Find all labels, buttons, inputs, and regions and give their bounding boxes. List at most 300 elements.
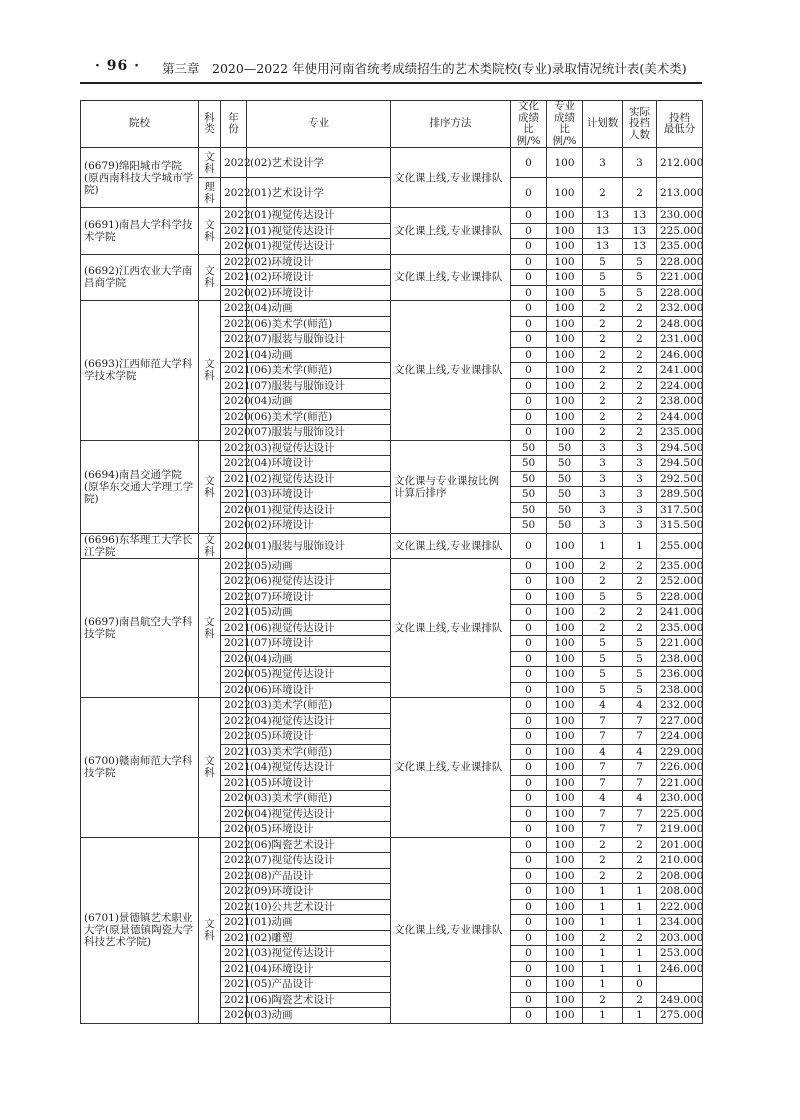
min-score-cell: 236.000: [657, 667, 703, 683]
plan-cell: 1: [583, 961, 623, 977]
year-cell: 2021: [221, 363, 247, 379]
col-header-cultural-ratio: 文化 成绩 比例/%: [511, 101, 547, 148]
cultural-ratio-cell: 0: [511, 946, 547, 962]
actual-cell: 5: [623, 589, 657, 605]
professional-ratio-cell: 50: [547, 471, 583, 487]
plan-cell: 7: [583, 729, 623, 745]
plan-cell: 5: [583, 636, 623, 652]
cultural-ratio-cell: 0: [511, 574, 547, 590]
year-cell: 2021: [221, 487, 247, 503]
year-cell: 2022: [221, 316, 247, 332]
min-score-cell: [657, 977, 703, 993]
cultural-ratio-cell: 0: [511, 558, 547, 574]
min-score-cell: 246.000: [657, 347, 703, 363]
professional-ratio-cell: 50: [547, 440, 583, 456]
year-cell: 2021: [221, 946, 247, 962]
cultural-ratio-cell: 50: [511, 518, 547, 534]
actual-cell: 13: [623, 239, 657, 255]
actual-cell: 3: [623, 502, 657, 518]
plan-cell: 4: [583, 744, 623, 760]
actual-cell: 2: [623, 425, 657, 441]
major-cell: (01)艺术设计学: [247, 178, 391, 208]
actual-cell: 2: [623, 409, 657, 425]
school-cell: (6679)绵阳城市学院(原西南科技大学城市学院): [81, 148, 199, 208]
actual-cell: 2: [623, 378, 657, 394]
table-row: [81, 698, 703, 714]
actual-cell: 1: [623, 946, 657, 962]
major-cell: (04)视觉传达设计: [247, 806, 391, 822]
actual-cell: 2: [623, 394, 657, 410]
year-cell: 2021: [221, 760, 247, 776]
major-cell: (04)动画: [247, 394, 391, 410]
professional-ratio-cell: 100: [547, 605, 583, 621]
min-score-cell: 255.000: [657, 533, 703, 558]
actual-cell: 7: [623, 822, 657, 838]
plan-cell: 2: [583, 332, 623, 348]
professional-ratio-cell: 100: [547, 930, 583, 946]
professional-ratio-cell: 100: [547, 667, 583, 683]
major-cell: (01)视觉传达设计: [247, 502, 391, 518]
col-header-subject: 科 类: [199, 101, 221, 148]
year-cell: 2020: [221, 518, 247, 534]
cultural-ratio-cell: 0: [511, 961, 547, 977]
professional-ratio-cell: 100: [547, 915, 583, 931]
plan-cell: 3: [583, 440, 623, 456]
cultural-ratio-cell: 0: [511, 729, 547, 745]
actual-cell: 5: [623, 254, 657, 270]
actual-cell: 1: [623, 961, 657, 977]
year-cell: 2020: [221, 651, 247, 667]
cultural-ratio-cell: 0: [511, 301, 547, 317]
plan-cell: 1: [583, 915, 623, 931]
page-number: · 96 ·: [95, 58, 140, 74]
year-cell: 2020: [221, 667, 247, 683]
professional-ratio-cell: 100: [547, 178, 583, 208]
year-cell: 2020: [221, 791, 247, 807]
cultural-ratio-cell: 0: [511, 208, 547, 224]
actual-cell: 3: [623, 487, 657, 503]
major-cell: (06)视觉传达设计: [247, 574, 391, 590]
plan-cell: 3: [583, 471, 623, 487]
plan-cell: 13: [583, 239, 623, 255]
year-cell: 2020: [221, 806, 247, 822]
professional-ratio-cell: 100: [547, 270, 583, 286]
min-score-cell: 230.000: [657, 791, 703, 807]
actual-cell: 4: [623, 744, 657, 760]
method-cell: 文化课与专业课按比例计算后排序: [391, 440, 511, 533]
major-cell: (03)美术学(师范): [247, 791, 391, 807]
major-cell: (01)视觉传达设计: [247, 223, 391, 239]
professional-ratio-cell: 100: [547, 425, 583, 441]
year-cell: 2022: [221, 440, 247, 456]
year-cell: 2020: [221, 239, 247, 255]
actual-cell: 0: [623, 977, 657, 993]
min-score-cell: 228.000: [657, 285, 703, 301]
cultural-ratio-cell: 0: [511, 713, 547, 729]
school-cell: (6691)南昌大学科学技术学院: [81, 208, 199, 255]
actual-cell: 2: [623, 853, 657, 869]
table-row: [81, 301, 703, 317]
min-score-cell: 246.000: [657, 961, 703, 977]
year-cell: 2021: [221, 961, 247, 977]
year-cell: 2022: [221, 713, 247, 729]
plan-cell: 2: [583, 620, 623, 636]
major-cell: (02)雕塑: [247, 930, 391, 946]
year-cell: 2022: [221, 208, 247, 224]
plan-cell: 1: [583, 899, 623, 915]
plan-cell: 2: [583, 992, 623, 1008]
method-cell: 文化课上线,专业课排队: [391, 148, 511, 208]
year-cell: 2021: [221, 977, 247, 993]
school-cell: (6701)景德镇艺术职业大学(原景德镇陶瓷大学科技艺术学院): [81, 837, 199, 1023]
subject-cell: 文科: [199, 301, 221, 441]
table-row: [81, 837, 703, 853]
cultural-ratio-cell: 0: [511, 378, 547, 394]
min-score-cell: 231.000: [657, 332, 703, 348]
col-header-professional-ratio: 专业 成绩 比例/%: [547, 101, 583, 148]
cultural-ratio-cell: 0: [511, 977, 547, 993]
actual-cell: 7: [623, 729, 657, 745]
plan-cell: 5: [583, 254, 623, 270]
min-score-cell: 248.000: [657, 316, 703, 332]
year-cell: 2021: [221, 347, 247, 363]
year-cell: 2020: [221, 394, 247, 410]
cultural-ratio-cell: 0: [511, 285, 547, 301]
major-cell: (06)环境设计: [247, 682, 391, 698]
year-cell: 2022: [221, 332, 247, 348]
cultural-ratio-cell: 0: [511, 270, 547, 286]
major-cell: (07)环境设计: [247, 589, 391, 605]
col-header-min-score: 投档 最低分: [657, 101, 703, 148]
major-cell: (07)服装与服饰设计: [247, 378, 391, 394]
plan-cell: 1: [583, 1008, 623, 1024]
plan-cell: 2: [583, 868, 623, 884]
major-cell: (09)环境设计: [247, 884, 391, 900]
cultural-ratio-cell: 0: [511, 992, 547, 1008]
plan-cell: 5: [583, 667, 623, 683]
min-score-cell: 238.000: [657, 394, 703, 410]
cultural-ratio-cell: 0: [511, 822, 547, 838]
professional-ratio-cell: 50: [547, 456, 583, 472]
year-cell: 2021: [221, 223, 247, 239]
actual-cell: 2: [623, 316, 657, 332]
professional-ratio-cell: 100: [547, 363, 583, 379]
plan-cell: 2: [583, 409, 623, 425]
major-cell: (07)环境设计: [247, 636, 391, 652]
plan-cell: 2: [583, 930, 623, 946]
plan-cell: 2: [583, 301, 623, 317]
min-score-cell: 238.000: [657, 682, 703, 698]
subject-cell: 文科: [199, 837, 221, 1023]
cultural-ratio-cell: 50: [511, 456, 547, 472]
professional-ratio-cell: 100: [547, 394, 583, 410]
method-cell: 文化课上线,专业课排队: [391, 254, 511, 301]
professional-ratio-cell: 100: [547, 729, 583, 745]
header-rule: [80, 82, 702, 84]
major-cell: (02)环境设计: [247, 270, 391, 286]
subject-cell: 文科: [199, 208, 221, 255]
plan-cell: 1: [583, 946, 623, 962]
major-cell: (07)视觉传达设计: [247, 853, 391, 869]
year-cell: 2021: [221, 378, 247, 394]
actual-cell: 7: [623, 806, 657, 822]
table-row: [81, 254, 703, 270]
cultural-ratio-cell: 0: [511, 254, 547, 270]
major-cell: (01)动画: [247, 915, 391, 931]
professional-ratio-cell: 100: [547, 791, 583, 807]
year-cell: 2022: [221, 148, 247, 178]
year-cell: 2022: [221, 558, 247, 574]
actual-cell: 3: [623, 456, 657, 472]
table-body: [81, 148, 703, 1024]
actual-cell: 5: [623, 682, 657, 698]
actual-cell: 3: [623, 148, 657, 178]
year-cell: 2020: [221, 285, 247, 301]
col-header-method: 排序方法: [391, 101, 511, 148]
major-cell: (06)视觉传达设计: [247, 620, 391, 636]
admissions-table: [80, 100, 703, 1024]
min-score-cell: 232.000: [657, 698, 703, 714]
school-cell: (6700)赣南师范大学科技学院: [81, 698, 199, 838]
major-cell: (03)环境设计: [247, 487, 391, 503]
min-score-cell: 208.000: [657, 868, 703, 884]
min-score-cell: 221.000: [657, 270, 703, 286]
major-cell: (03)美术学(师范): [247, 698, 391, 714]
professional-ratio-cell: 100: [547, 698, 583, 714]
plan-cell: 5: [583, 285, 623, 301]
major-cell: (08)产品设计: [247, 868, 391, 884]
major-cell: (05)产品设计: [247, 977, 391, 993]
cultural-ratio-cell: 0: [511, 837, 547, 853]
professional-ratio-cell: 100: [547, 961, 583, 977]
actual-cell: 7: [623, 713, 657, 729]
cultural-ratio-cell: 0: [511, 620, 547, 636]
year-cell: 2022: [221, 698, 247, 714]
actual-cell: 2: [623, 301, 657, 317]
major-cell: (10)公共艺术设计: [247, 899, 391, 915]
year-cell: 2021: [221, 270, 247, 286]
professional-ratio-cell: 100: [547, 853, 583, 869]
method-cell: 文化课上线,专业课排队: [391, 698, 511, 838]
professional-ratio-cell: 100: [547, 558, 583, 574]
min-score-cell: 224.000: [657, 378, 703, 394]
school-cell: (6694)南昌交通学院(原华东交通大学理工学院): [81, 440, 199, 533]
min-score-cell: 275.000: [657, 1008, 703, 1024]
professional-ratio-cell: 100: [547, 837, 583, 853]
professional-ratio-cell: 100: [547, 651, 583, 667]
cultural-ratio-cell: 0: [511, 425, 547, 441]
min-score-cell: 212.000: [657, 148, 703, 178]
major-cell: (06)陶瓷艺术设计: [247, 992, 391, 1008]
min-score-cell: 234.000: [657, 915, 703, 931]
major-cell: (04)视觉传达设计: [247, 713, 391, 729]
min-score-cell: 221.000: [657, 636, 703, 652]
plan-cell: 2: [583, 347, 623, 363]
min-score-cell: 226.000: [657, 760, 703, 776]
min-score-cell: 228.000: [657, 254, 703, 270]
cultural-ratio-cell: 50: [511, 440, 547, 456]
cultural-ratio-cell: 0: [511, 363, 547, 379]
cultural-ratio-cell: 50: [511, 471, 547, 487]
professional-ratio-cell: 100: [547, 347, 583, 363]
professional-ratio-cell: 100: [547, 316, 583, 332]
actual-cell: 1: [623, 899, 657, 915]
min-score-cell: 294.500: [657, 456, 703, 472]
professional-ratio-cell: 100: [547, 533, 583, 558]
actual-cell: 5: [623, 667, 657, 683]
plan-cell: 4: [583, 791, 623, 807]
cultural-ratio-cell: 0: [511, 223, 547, 239]
professional-ratio-cell: 100: [547, 744, 583, 760]
cultural-ratio-cell: 0: [511, 651, 547, 667]
table-row: [81, 533, 703, 558]
plan-cell: 2: [583, 378, 623, 394]
method-cell: 文化课上线,专业课排队: [391, 208, 511, 255]
major-cell: (06)美术学(师范): [247, 363, 391, 379]
min-score-cell: 249.000: [657, 992, 703, 1008]
actual-cell: 2: [623, 992, 657, 1008]
actual-cell: 7: [623, 760, 657, 776]
professional-ratio-cell: 100: [547, 760, 583, 776]
actual-cell: 3: [623, 518, 657, 534]
cultural-ratio-cell: 0: [511, 1008, 547, 1024]
min-score-cell: 225.000: [657, 806, 703, 822]
actual-cell: 4: [623, 791, 657, 807]
actual-cell: 3: [623, 440, 657, 456]
plan-cell: 2: [583, 425, 623, 441]
table-row: [81, 440, 703, 456]
major-cell: (01)服装与服饰设计: [247, 533, 391, 558]
cultural-ratio-cell: 0: [511, 589, 547, 605]
year-cell: 2020: [221, 409, 247, 425]
plan-cell: 7: [583, 713, 623, 729]
actual-cell: 1: [623, 1008, 657, 1024]
plan-cell: 2: [583, 837, 623, 853]
year-cell: 2021: [221, 775, 247, 791]
subject-cell: 文科: [199, 698, 221, 838]
year-cell: 2022: [221, 729, 247, 745]
table-row: [81, 558, 703, 574]
actual-cell: 2: [623, 574, 657, 590]
year-cell: 2022: [221, 868, 247, 884]
table-row: [81, 148, 703, 178]
major-cell: (07)服装与服饰设计: [247, 425, 391, 441]
min-score-cell: 230.000: [657, 208, 703, 224]
cultural-ratio-cell: 0: [511, 316, 547, 332]
actual-cell: 13: [623, 208, 657, 224]
min-score-cell: 315.500: [657, 518, 703, 534]
plan-cell: 2: [583, 605, 623, 621]
min-score-cell: 294.500: [657, 440, 703, 456]
cultural-ratio-cell: 0: [511, 930, 547, 946]
major-cell: (06)美术学(师范): [247, 409, 391, 425]
actual-cell: 1: [623, 915, 657, 931]
min-score-cell: 252.000: [657, 574, 703, 590]
min-score-cell: 235.000: [657, 239, 703, 255]
year-cell: 2020: [221, 1008, 247, 1024]
major-cell: (04)动画: [247, 301, 391, 317]
major-cell: (02)环境设计: [247, 254, 391, 270]
cultural-ratio-cell: 0: [511, 899, 547, 915]
actual-cell: 7: [623, 775, 657, 791]
professional-ratio-cell: 100: [547, 589, 583, 605]
year-cell: 2022: [221, 853, 247, 869]
min-score-cell: 232.000: [657, 301, 703, 317]
plan-cell: 3: [583, 502, 623, 518]
professional-ratio-cell: 100: [547, 822, 583, 838]
subject-cell: 理科: [199, 178, 221, 208]
professional-ratio-cell: 100: [547, 378, 583, 394]
professional-ratio-cell: 100: [547, 574, 583, 590]
cultural-ratio-cell: 50: [511, 502, 547, 518]
min-score-cell: 238.000: [657, 651, 703, 667]
subject-cell: 文科: [199, 254, 221, 301]
actual-cell: 2: [623, 605, 657, 621]
plan-cell: 3: [583, 148, 623, 178]
min-score-cell: 244.000: [657, 409, 703, 425]
plan-cell: 5: [583, 270, 623, 286]
year-cell: 2022: [221, 254, 247, 270]
plan-cell: 7: [583, 760, 623, 776]
cultural-ratio-cell: 0: [511, 884, 547, 900]
professional-ratio-cell: 100: [547, 806, 583, 822]
plan-cell: 5: [583, 589, 623, 605]
major-cell: (01)视觉传达设计: [247, 239, 391, 255]
major-cell: (01)视觉传达设计: [247, 208, 391, 224]
professional-ratio-cell: 100: [547, 620, 583, 636]
major-cell: (02)视觉传达设计: [247, 471, 391, 487]
actual-cell: 2: [623, 558, 657, 574]
plan-cell: 2: [583, 363, 623, 379]
year-cell: 2020: [221, 682, 247, 698]
year-cell: 2022: [221, 574, 247, 590]
cultural-ratio-cell: 0: [511, 915, 547, 931]
actual-cell: 5: [623, 651, 657, 667]
cultural-ratio-cell: 0: [511, 409, 547, 425]
subject-cell: 文科: [199, 440, 221, 533]
major-cell: (05)环境设计: [247, 775, 391, 791]
min-score-cell: 208.000: [657, 884, 703, 900]
professional-ratio-cell: 100: [547, 1008, 583, 1024]
major-cell: (04)环境设计: [247, 961, 391, 977]
professional-ratio-cell: 100: [547, 148, 583, 178]
major-cell: (02)环境设计: [247, 518, 391, 534]
cultural-ratio-cell: 0: [511, 868, 547, 884]
cultural-ratio-cell: 0: [511, 533, 547, 558]
method-cell: 文化课上线,专业课排队: [391, 558, 511, 698]
min-score-cell: 228.000: [657, 589, 703, 605]
major-cell: (04)动画: [247, 651, 391, 667]
major-cell: (03)视觉传达设计: [247, 946, 391, 962]
year-cell: 2021: [221, 620, 247, 636]
major-cell: (03)动画: [247, 1008, 391, 1024]
cultural-ratio-cell: 0: [511, 853, 547, 869]
year-cell: 2020: [221, 533, 247, 558]
min-score-cell: 317.500: [657, 502, 703, 518]
actual-cell: 2: [623, 837, 657, 853]
plan-cell: 13: [583, 208, 623, 224]
major-cell: (05)动画: [247, 605, 391, 621]
col-header-year: 年 份: [221, 101, 247, 148]
actual-cell: 2: [623, 930, 657, 946]
professional-ratio-cell: 100: [547, 239, 583, 255]
plan-cell: 2: [583, 574, 623, 590]
min-score-cell: 219.000: [657, 822, 703, 838]
method-cell: 文化课上线,专业课排队: [391, 533, 511, 558]
cultural-ratio-cell: 0: [511, 698, 547, 714]
actual-cell: 2: [623, 868, 657, 884]
min-score-cell: 227.000: [657, 713, 703, 729]
